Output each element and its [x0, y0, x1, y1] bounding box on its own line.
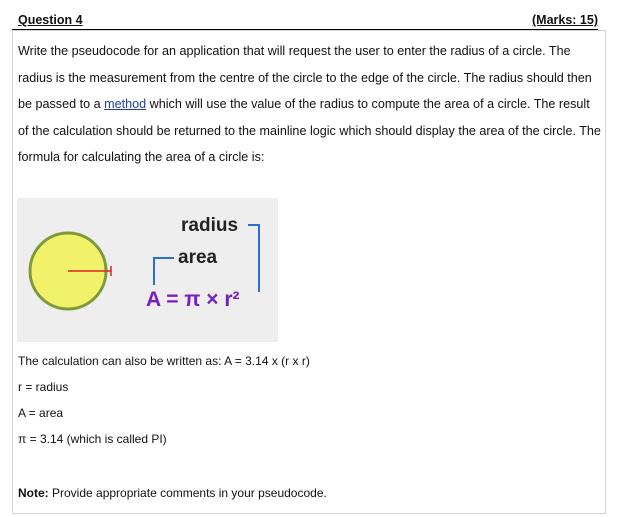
question-text-part-1: Write the pseudocode for an application that will request the user to enter the radius of a circle. The radius is the measurement from the centre of the circle to the edge of the circle. The radius should then be passed to a [18, 44, 592, 112]
question-text-part-2: which will use the value of the radius to compute the area of a circle. The result of the calculation should be returned to the mainline logic which should display the area of the circle. The formula for calculating the area of a circle is: [18, 97, 601, 165]
pi-definition: π = 3.14 (which is called PI) [18, 432, 167, 446]
note-label: Note: [18, 486, 49, 500]
area-label: area [178, 247, 218, 268]
radius-definition: r = radius [18, 380, 69, 394]
question-text [18, 38, 603, 171]
radius-connector [248, 225, 259, 292]
radius-label: radius [181, 215, 239, 236]
note-text: Provide appropriate comments in your pseudocode. [48, 486, 327, 500]
question-number: Question 4 [18, 13, 83, 27]
formula-diagram [17, 198, 278, 342]
marks-label: (Marks: 15) [532, 13, 598, 27]
formula-text: A = π × r² [146, 288, 240, 311]
method-link[interactable]: method [104, 97, 147, 112]
area-definition: A = area [18, 406, 64, 420]
formula-explanation: The calculation can also be written as: A = 3.14 x (r x r) [18, 354, 310, 368]
question-header [12, 12, 598, 30]
note-line [18, 486, 327, 500]
area-formula-figure [17, 198, 278, 342]
area-connector [154, 258, 174, 285]
